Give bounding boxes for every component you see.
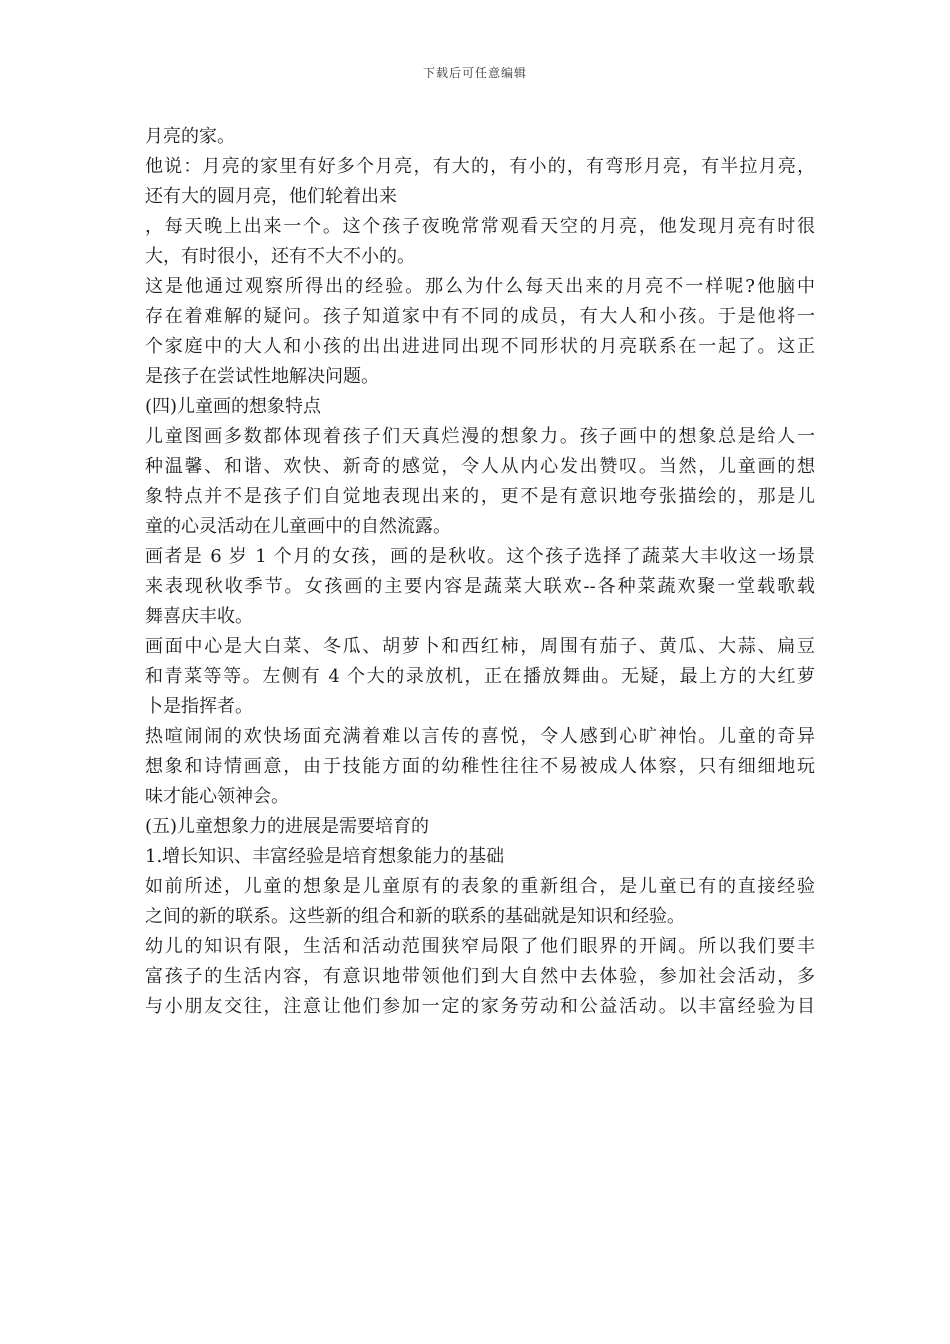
text-line: 儿童图画多数都体现着孩子们天真烂漫的想象力。孩子画中的想象总是给人一 [145, 426, 815, 447]
text-line: 1.增长知识、丰富经验是培育想象能力的基础 [145, 846, 505, 867]
text-line: 大，有时很小，还有不大不小的。 [145, 246, 415, 267]
text-line: 是孩子在尝试性地解决问题。 [145, 366, 379, 387]
document-body [145, 122, 815, 1022]
text-line: 想象和诗情画意，由于技能方面的幼稚性往往不易被成人体察，只有细细地玩 [145, 756, 815, 777]
text-line: 象特点并不是孩子们自觉地表现出来的，更不是有意识地夸张描绘的，那是儿 [145, 486, 815, 507]
text-line: 存在着难解的疑问。孩子知道家中有不同的成员，有大人和小孩。于是他将一 [145, 306, 815, 327]
text-line: 热喧闹闹的欢快场面充满着难以言传的喜悦，令人感到心旷神怡。儿童的奇异 [145, 726, 815, 747]
text-line: ，每天晚上出来一个。这个孩子夜晚常常观看天空的月亮，他发现月亮有时很 [145, 216, 815, 237]
text-line: 与小朋友交往，注意让他们参加一定的家务劳动和公益活动。以丰富经验为目 [145, 996, 815, 1017]
text-line: 味才能心领神会。 [145, 786, 289, 807]
text-line: 月亮的家。 [145, 126, 235, 147]
text-line: (五)儿童想象力的进展是需要培育的 [145, 816, 430, 837]
text-line: 舞喜庆丰收。 [145, 606, 253, 627]
text-line: 和青菜等等。左侧有 4 个大的录放机，正在播放舞曲。无疑，最上方的大红萝 [145, 666, 815, 687]
text-line: 卜是指挥者。 [145, 696, 253, 717]
text-line: 这是他通过观察所得出的经验。那么为什么每天出来的月亮不一样呢?他脑中 [145, 276, 815, 297]
text-line: 幼儿的知识有限，生活和活动范围狭窄局限了他们眼界的开阔。所以我们要丰 [145, 936, 815, 957]
text-line: 来表现秋收季节。女孩画的主要内容是蔬菜大联欢--各种菜蔬欢聚一堂载歌载 [145, 576, 815, 597]
text-line: 画面中心是大白菜、冬瓜、胡萝卜和西红柿，周围有茄子、黄瓜、大蒜、扁豆 [145, 636, 815, 657]
text-line: (四)儿童画的想象特点 [145, 396, 322, 417]
text-line: 富孩子的生活内容，有意识地带领他们到大自然中去体验，参加社会活动，多 [145, 966, 815, 987]
text-line: 他说：月亮的家里有好多个月亮，有大的，有小的，有弯形月亮，有半拉月亮， [145, 156, 815, 177]
text-line: 童的心灵活动在儿童画中的自然流露。 [145, 516, 451, 537]
text-line: 个家庭中的大人和小孩的出出进进同出现不同形状的月亮联系在一起了。这正 [145, 336, 815, 357]
text-line: 种温馨、和谐、欢快、新奇的感觉，令人从内心发出赞叹。当然，儿童画的想 [145, 456, 815, 477]
text-line: 还有大的圆月亮，他们轮着出来 [145, 186, 397, 207]
text-line: 之间的新的联系。这些新的组合和新的联系的基础就是知识和经验。 [145, 906, 685, 927]
text-line: 如前所述，儿童的想象是儿童原有的表象的重新组合，是儿童已有的直接经验 [145, 876, 815, 897]
text-line: 画者是 6 岁 1 个月的女孩，画的是秋收。这个孩子选择了蔬菜大丰收这一场景 [145, 546, 815, 567]
page-header: 下载后可任意编辑 [422, 66, 527, 80]
